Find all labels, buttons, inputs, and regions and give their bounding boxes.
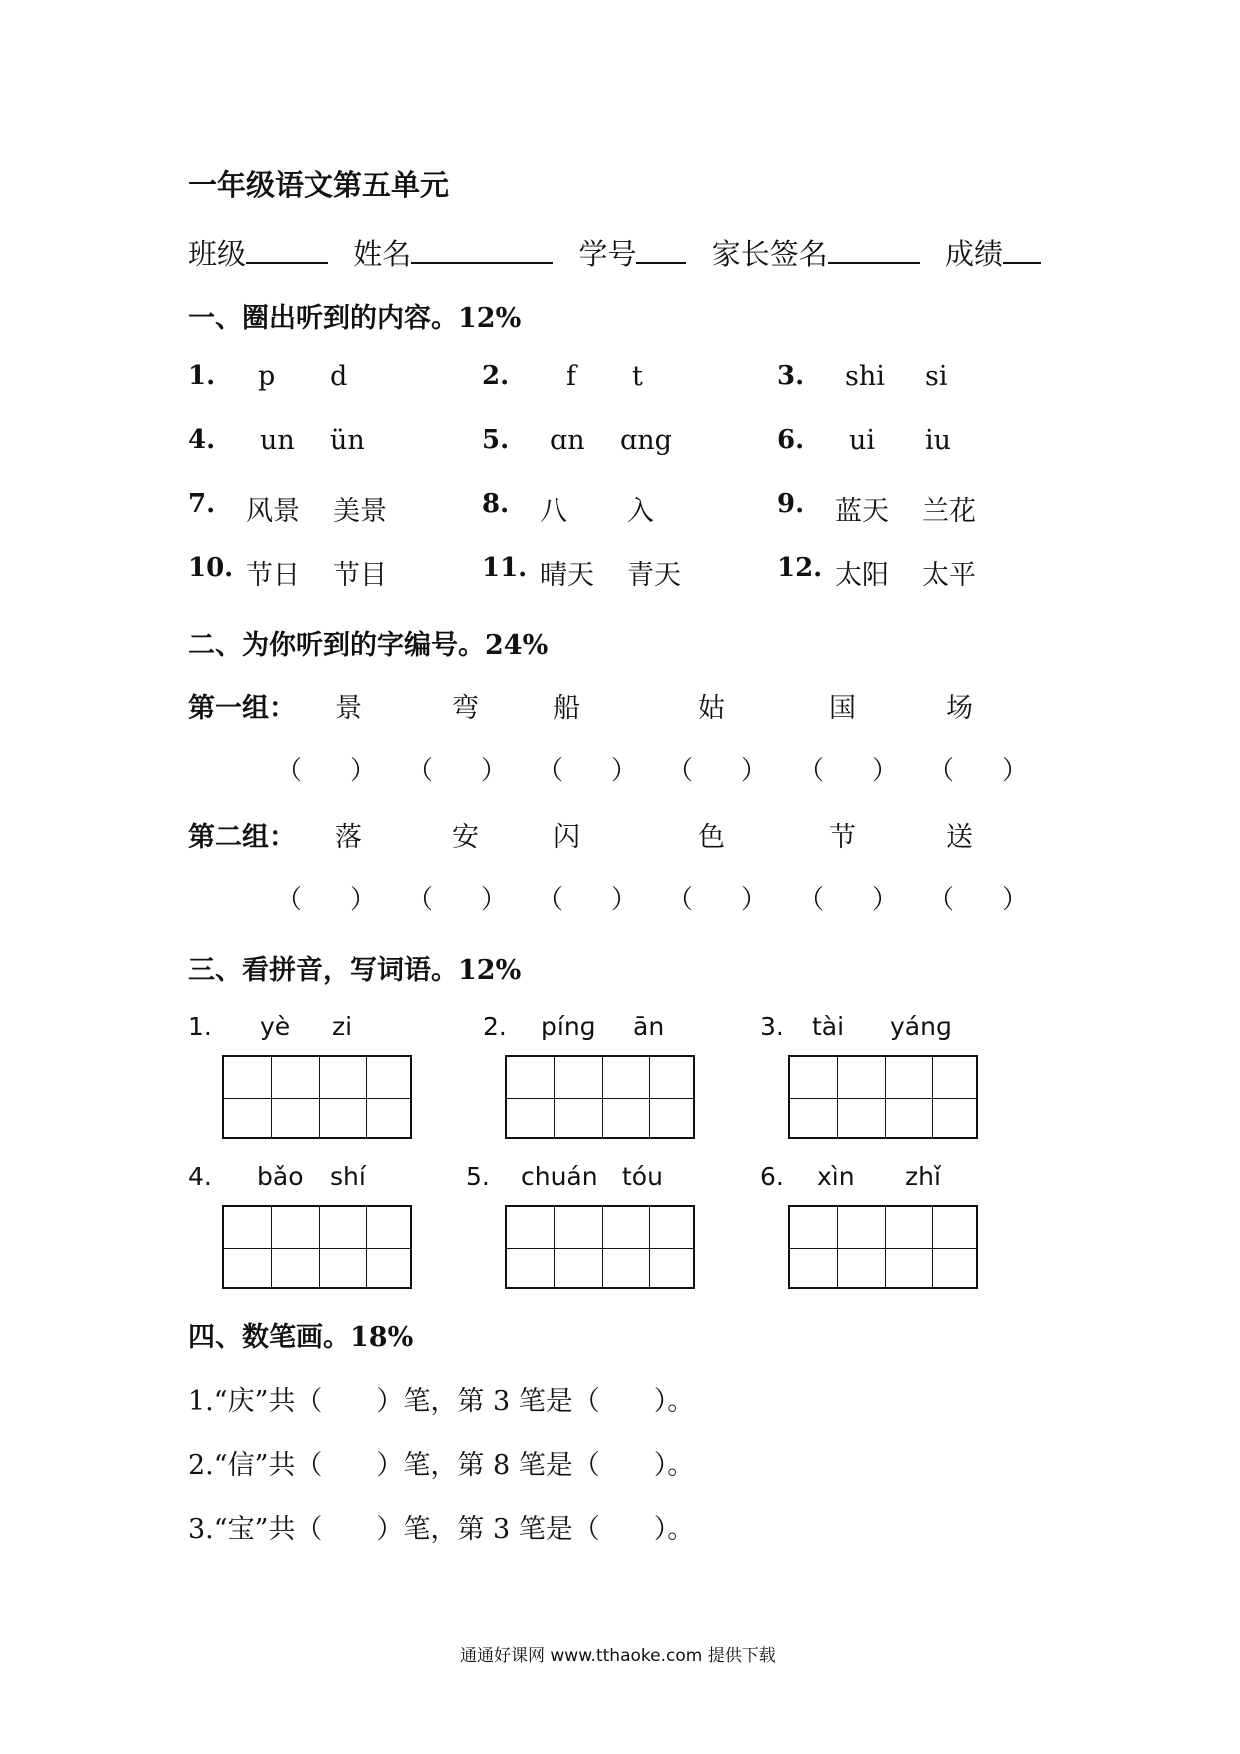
- hear-character: 色: [698, 822, 725, 853]
- answer-paren-close[interactable]: ）: [611, 885, 638, 915]
- listen-option-b[interactable]: 青天: [627, 560, 681, 591]
- grid-divider: [932, 1057, 933, 1137]
- listen-option-b[interactable]: ün: [330, 425, 365, 456]
- stroke-question-1: 1.“庆”共（ ）笔，第 3 笔是（ ）。: [188, 1386, 695, 1417]
- listen-option-b[interactable]: 美景: [333, 496, 387, 527]
- grid-divider: [602, 1057, 603, 1137]
- class-blank[interactable]: [246, 236, 328, 264]
- grid-divider: [319, 1057, 320, 1137]
- pinyin-syllable: shí: [330, 1162, 366, 1191]
- section2-heading: 二、为你听到的字编号。24%: [188, 630, 549, 661]
- listen-item-number: 2.: [482, 361, 510, 391]
- grid-divider: [649, 1057, 650, 1137]
- grid-divider: [366, 1057, 367, 1137]
- pinyin-syllable: tài: [812, 1012, 845, 1041]
- listen-item-number: 10.: [188, 553, 234, 583]
- writing-grid[interactable]: [788, 1205, 978, 1289]
- grid-divider: [885, 1057, 886, 1137]
- listen-option-b[interactable]: ɑng: [620, 425, 672, 456]
- listen-option-a[interactable]: 晴天: [540, 560, 594, 591]
- grid-divider: [366, 1207, 367, 1287]
- answer-paren-open[interactable]: （: [407, 885, 434, 915]
- id-label: 学号: [578, 237, 637, 271]
- grid-divider: [602, 1207, 603, 1287]
- listen-option-b[interactable]: 入: [627, 496, 654, 527]
- writing-grid[interactable]: [505, 1055, 695, 1139]
- grid-divider: [554, 1057, 555, 1137]
- section3-heading: 三、看拼音，写词语。12%: [188, 955, 522, 986]
- writing-grid[interactable]: [788, 1055, 978, 1139]
- parent-signature-label: 家长签名: [711, 237, 828, 271]
- answer-paren-open[interactable]: （: [276, 756, 303, 786]
- listen-item-number: 12.: [777, 553, 823, 583]
- pinyin-syllable: yè: [260, 1012, 291, 1041]
- answer-paren-close[interactable]: ）: [1002, 885, 1029, 915]
- answer-paren-open[interactable]: （: [667, 756, 694, 786]
- pinyin-syllable: chuán: [521, 1162, 598, 1191]
- grid-divider: [790, 1248, 976, 1249]
- answer-paren-open[interactable]: （: [928, 756, 955, 786]
- hear-character: 闪: [553, 822, 580, 853]
- section4-heading: 四、数笔画。18%: [188, 1322, 414, 1353]
- score-blank[interactable]: [1003, 236, 1041, 264]
- listen-option-b[interactable]: 节目: [333, 560, 387, 591]
- grid-divider: [271, 1207, 272, 1287]
- pinyin-item-number: 6.: [760, 1162, 784, 1191]
- listen-option-b[interactable]: d: [330, 361, 348, 392]
- listen-item-number: 11.: [482, 553, 528, 583]
- grid-divider: [932, 1207, 933, 1287]
- grid-divider: [837, 1057, 838, 1137]
- hear-character: 船: [553, 693, 580, 724]
- group1-label: 第一组：: [188, 693, 296, 724]
- answer-paren-close[interactable]: ）: [872, 756, 899, 786]
- answer-paren-open[interactable]: （: [798, 885, 825, 915]
- parent-signature-blank[interactable]: [828, 236, 920, 264]
- pinyin-syllable: zi: [332, 1012, 353, 1041]
- listen-option-b[interactable]: 兰花: [922, 496, 976, 527]
- answer-paren-close[interactable]: ）: [481, 756, 508, 786]
- listen-item-number: 6.: [777, 425, 805, 455]
- id-blank[interactable]: [636, 236, 686, 264]
- grid-divider: [885, 1207, 886, 1287]
- pinyin-syllable: zhǐ: [905, 1162, 941, 1191]
- hear-character: 弯: [452, 693, 479, 724]
- listen-item-number: 7.: [188, 489, 216, 519]
- hear-character: 安: [452, 822, 479, 853]
- answer-paren-open[interactable]: （: [407, 756, 434, 786]
- footer-credit: 通通好课网 www.tthaoke.com 提供下载: [460, 1646, 776, 1666]
- grid-divider: [507, 1098, 693, 1099]
- listen-option-b[interactable]: 太平: [922, 560, 976, 591]
- listen-item-number: 3.: [777, 361, 805, 391]
- listen-option-b[interactable]: iu: [925, 425, 952, 456]
- answer-paren-open[interactable]: （: [276, 885, 303, 915]
- pinyin-item-number: 4.: [188, 1162, 212, 1191]
- listen-option-b[interactable]: t: [632, 361, 643, 392]
- name-label: 姓名: [353, 237, 412, 271]
- hear-character: 送: [946, 822, 973, 853]
- pinyin-syllable: pínɡ: [541, 1012, 596, 1041]
- page-title: 一年级语文第五单元: [188, 168, 450, 202]
- grid-divider: [224, 1248, 410, 1249]
- hear-character: 景: [335, 693, 362, 724]
- listen-option-a[interactable]: 八: [540, 496, 567, 527]
- listen-item-number: 1.: [188, 361, 216, 391]
- grid-divider: [554, 1207, 555, 1287]
- pinyin-item-number: 2.: [483, 1012, 507, 1041]
- answer-paren-close[interactable]: ）: [741, 885, 768, 915]
- writing-grid[interactable]: [222, 1055, 412, 1139]
- hear-character: 场: [946, 693, 973, 724]
- grid-divider: [790, 1098, 976, 1099]
- pinyin-syllable: yánɡ: [890, 1012, 952, 1041]
- answer-paren-close[interactable]: ）: [611, 756, 638, 786]
- name-blank[interactable]: [411, 236, 553, 264]
- listen-item-number: 4.: [188, 425, 216, 455]
- listen-option-a[interactable]: ɑn: [550, 425, 585, 456]
- listen-option-a[interactable]: shi: [845, 361, 885, 392]
- pinyin-syllable: tóu: [622, 1162, 663, 1191]
- answer-paren-open[interactable]: （: [798, 756, 825, 786]
- writing-grid[interactable]: [505, 1205, 695, 1289]
- listen-option-a[interactable]: 节日: [246, 560, 300, 591]
- grid-divider: [271, 1057, 272, 1137]
- writing-grid[interactable]: [222, 1205, 412, 1289]
- pinyin-item-number: 3.: [760, 1012, 784, 1041]
- answer-paren-close[interactable]: ）: [481, 885, 508, 915]
- grid-divider: [319, 1207, 320, 1287]
- answer-paren-open[interactable]: （: [928, 885, 955, 915]
- hear-character: 国: [829, 693, 856, 724]
- listen-option-a[interactable]: 太阳: [835, 560, 889, 591]
- answer-paren-open[interactable]: （: [667, 885, 694, 915]
- pinyin-item-number: 5.: [466, 1162, 490, 1191]
- listen-option-a[interactable]: un: [260, 425, 295, 456]
- listen-option-a[interactable]: ui: [849, 425, 876, 456]
- listen-item-number: 9.: [777, 489, 805, 519]
- stroke-question-2: 2.“信”共（ ）笔，第 8 笔是（ ）。: [188, 1450, 695, 1481]
- pinyin-syllable: xìn: [817, 1162, 855, 1191]
- section1-heading: 一、圈出听到的内容。12%: [188, 303, 522, 334]
- answer-paren-close[interactable]: ）: [1002, 756, 1029, 786]
- listen-option-a[interactable]: 风景: [246, 496, 300, 527]
- answer-paren-close[interactable]: ）: [350, 885, 377, 915]
- answer-paren-close[interactable]: ）: [872, 885, 899, 915]
- pinyin-syllable: bǎo: [257, 1162, 304, 1191]
- answer-paren-open[interactable]: （: [537, 885, 564, 915]
- answer-paren-close[interactable]: ）: [741, 756, 768, 786]
- listen-option-a[interactable]: p: [258, 361, 276, 392]
- listen-item-number: 8.: [482, 489, 510, 519]
- grid-divider: [649, 1207, 650, 1287]
- student-info-row: [188, 232, 1041, 273]
- grid-divider: [507, 1248, 693, 1249]
- listen-item-number: 5.: [482, 425, 510, 455]
- hear-character: 姑: [698, 693, 725, 724]
- hear-character: 落: [335, 822, 362, 853]
- pinyin-item-number: 1.: [188, 1012, 212, 1041]
- score-label: 成绩: [944, 237, 1003, 271]
- answer-paren-open[interactable]: （: [537, 756, 564, 786]
- answer-paren-close[interactable]: ）: [350, 756, 377, 786]
- listen-option-b[interactable]: si: [925, 361, 948, 392]
- hear-character: 节: [829, 822, 856, 853]
- group2-label: 第二组：: [188, 822, 296, 853]
- listen-option-a[interactable]: f: [566, 361, 576, 392]
- class-label: 班级: [188, 237, 247, 271]
- stroke-question-3: 3.“宝”共（ ）笔，第 3 笔是（ ）。: [188, 1514, 695, 1545]
- grid-divider: [224, 1098, 410, 1099]
- listen-option-a[interactable]: 蓝天: [835, 496, 889, 527]
- grid-divider: [837, 1207, 838, 1287]
- pinyin-syllable: ān: [633, 1012, 665, 1041]
